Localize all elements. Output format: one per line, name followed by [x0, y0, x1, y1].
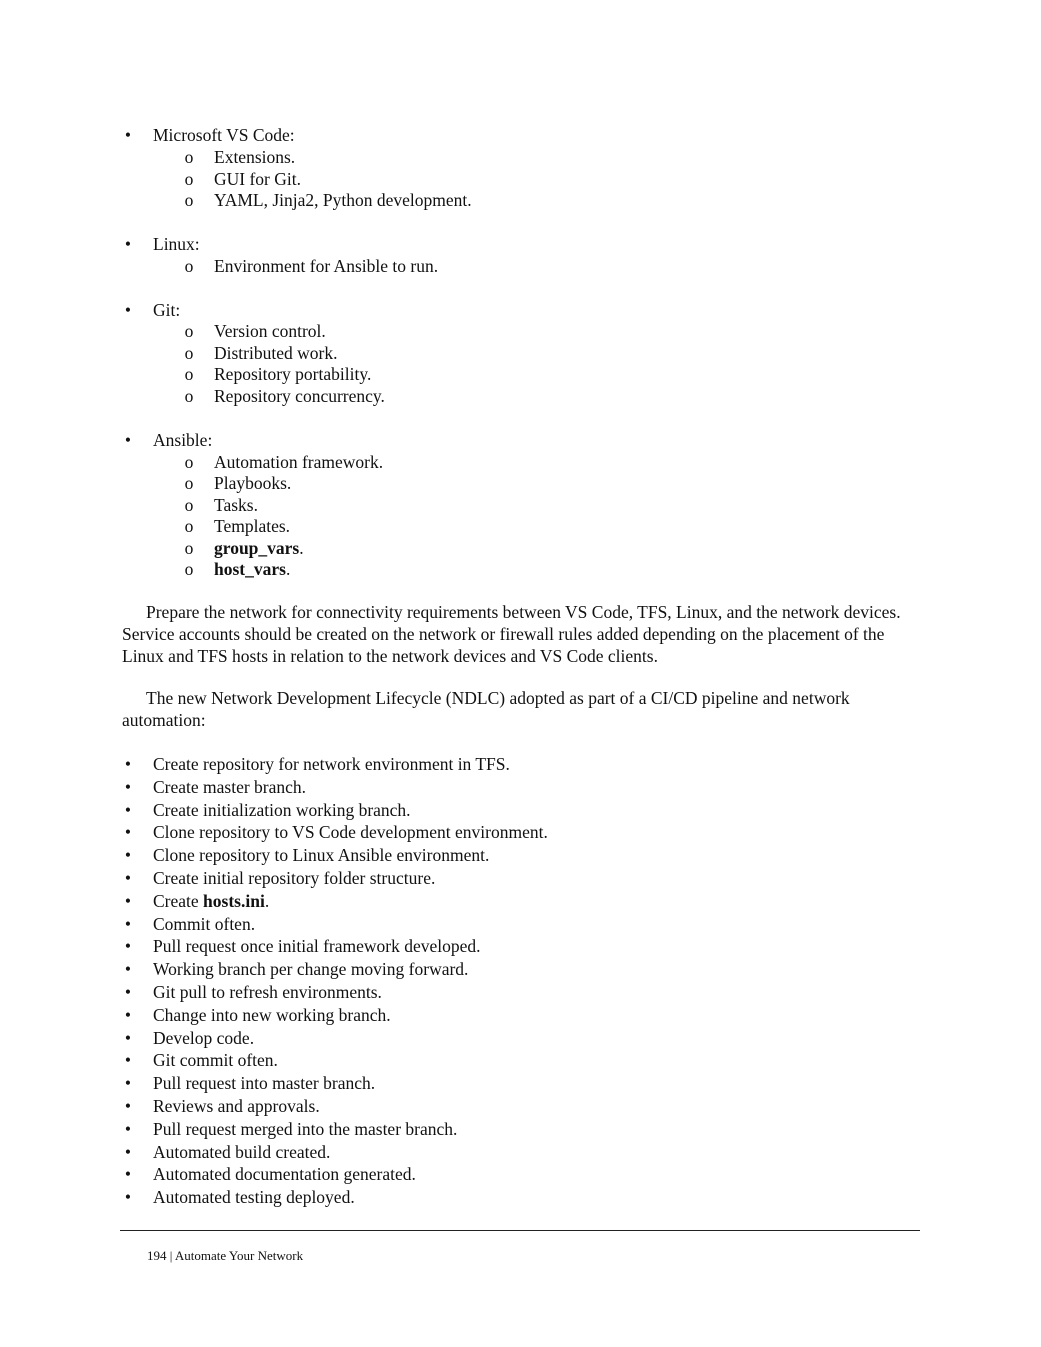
- sub-bullet: o: [184, 147, 194, 167]
- paragraph-connectivity: Prepare the network for connectivity requirements between VS Code, TFS, Linux, and the network devices. Service accounts should be created on the network or firewall rules added depending on the placement of the Linux and TFS hosts in relation to the network devices and VS Code clients.: [122, 602, 901, 666]
- sub-bullet: o: [184, 169, 194, 189]
- list-item: Distributed work.: [214, 343, 338, 363]
- list-item: Create master branch.: [153, 777, 307, 797]
- list-item: Clone repository to VS Code development environment.: [153, 822, 548, 842]
- sub-bullet: o: [184, 559, 194, 579]
- list-item: Automated testing deployed.: [153, 1187, 355, 1207]
- bullet: •: [124, 800, 132, 820]
- list-item: Repository portability.: [214, 364, 372, 384]
- group-vars-term: group_vars: [214, 538, 300, 558]
- bullet: •: [124, 300, 132, 320]
- bullet: •: [124, 777, 132, 797]
- bullet: •: [124, 914, 132, 934]
- sub-bullet: o: [184, 364, 194, 384]
- list-item: Automation framework.: [214, 452, 384, 472]
- list-item: Create hosts.ini.: [153, 891, 270, 911]
- host-vars-term: host_vars: [214, 559, 286, 579]
- list-item: Tasks.: [214, 495, 258, 515]
- list-item: host_vars.: [214, 559, 291, 579]
- bullet: •: [124, 1142, 132, 1162]
- bullet: •: [124, 1096, 132, 1116]
- sub-bullet: o: [184, 190, 194, 210]
- bullet: •: [124, 891, 132, 911]
- section-title-git: Git:: [153, 300, 181, 320]
- list-item: Git commit often.: [153, 1050, 278, 1070]
- bullet: •: [124, 936, 132, 956]
- bullet: •: [124, 430, 132, 450]
- paragraph-ndlc: The new Network Development Lifecycle (NDLC) adopted as part of a CI/CD pipeline and network automation:: [122, 688, 850, 730]
- sub-bullet: o: [184, 516, 194, 536]
- bullet: •: [124, 822, 132, 842]
- bullet: •: [124, 1164, 132, 1184]
- bullet: •: [124, 1050, 132, 1070]
- bullet: •: [124, 234, 132, 254]
- list-item: Clone repository to Linux Ansible environment.: [153, 845, 490, 865]
- list-item: Automated documentation generated.: [153, 1164, 416, 1184]
- bullet: •: [124, 125, 132, 145]
- section-title-vscode: Microsoft VS Code:: [153, 125, 295, 145]
- list-item: Playbooks.: [214, 473, 292, 493]
- bullet: •: [124, 1187, 132, 1207]
- list-item: Pull request once initial framework developed.: [153, 936, 481, 956]
- sub-bullet: o: [184, 495, 194, 515]
- bullet: •: [124, 754, 132, 774]
- list-item: Templates.: [214, 516, 291, 536]
- sub-bullet: o: [184, 343, 194, 363]
- bullet: •: [124, 1005, 132, 1025]
- sub-bullet: o: [184, 256, 194, 276]
- bullet: •: [124, 1119, 132, 1139]
- list-item: YAML, Jinja2, Python development.: [214, 190, 472, 210]
- bullet: •: [124, 868, 132, 888]
- list-item: Pull request into master branch.: [153, 1073, 376, 1093]
- list-item: Working branch per change moving forward.: [153, 959, 469, 979]
- list-item: Automated build created.: [153, 1142, 331, 1162]
- bullet: •: [124, 845, 132, 865]
- list-item: group_vars.: [214, 538, 304, 558]
- list-item: Pull request merged into the master branch.: [153, 1119, 458, 1139]
- list-item: Change into new working branch.: [153, 1005, 391, 1025]
- bullet: •: [124, 1073, 132, 1093]
- list-item: Reviews and approvals.: [153, 1096, 320, 1116]
- sub-bullet: o: [184, 386, 194, 406]
- list-item: Commit often.: [153, 914, 256, 934]
- bullet: •: [124, 982, 132, 1002]
- sub-bullet: o: [184, 538, 194, 558]
- footer-divider: [120, 1230, 920, 1231]
- list-item: Create initialization working branch.: [153, 800, 411, 820]
- list-item: Version control.: [214, 321, 326, 341]
- sub-bullet: o: [184, 452, 194, 472]
- list-item: Repository concurrency.: [214, 386, 385, 406]
- section-title-linux: Linux:: [153, 234, 200, 254]
- list-item: Git pull to refresh environments.: [153, 982, 382, 1002]
- list-item: Environment for Ansible to run.: [214, 256, 439, 276]
- list-item: GUI for Git.: [214, 169, 301, 189]
- list-item: Extensions.: [214, 147, 296, 167]
- bullet: •: [124, 1028, 132, 1048]
- list-item: Create initial repository folder structure.: [153, 868, 436, 888]
- sub-bullet: o: [184, 321, 194, 341]
- bullet: •: [124, 959, 132, 979]
- page-footer: 194 | Automate Your Network: [147, 1248, 304, 1263]
- list-item: Create repository for network environment in TFS.: [153, 754, 510, 774]
- section-title-ansible: Ansible:: [153, 430, 213, 450]
- list-item: Develop code.: [153, 1028, 255, 1048]
- hosts-ini-term: hosts.ini: [203, 891, 265, 911]
- sub-bullet: o: [184, 473, 194, 493]
